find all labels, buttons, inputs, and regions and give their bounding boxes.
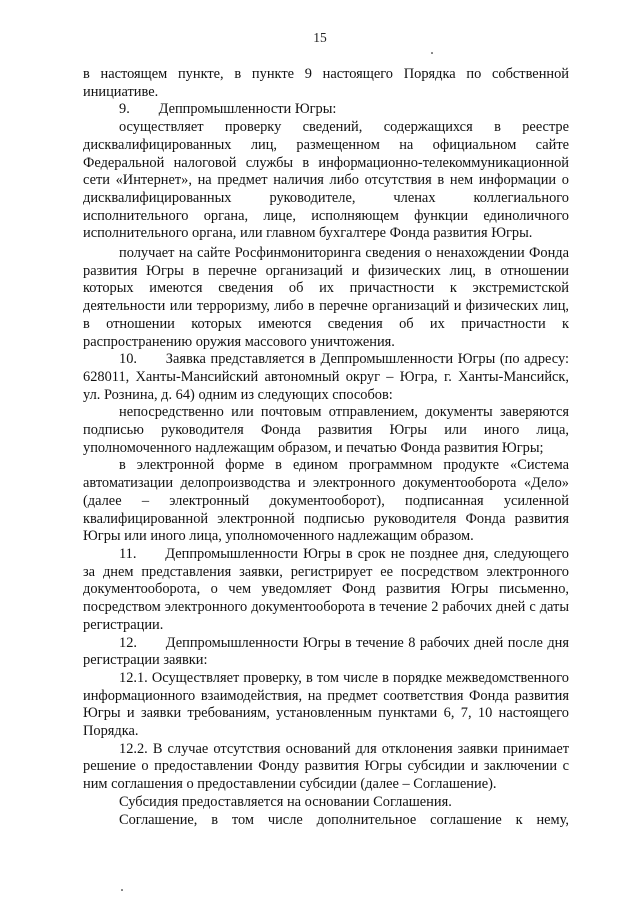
paragraph-item-9-heading: 9. Деппромышленности Югры: bbox=[119, 101, 337, 118]
paragraph-item-12: 12. Деппромышленности Югры в течение 8 рабочих дней после дня регистрации заявки: bbox=[83, 634, 569, 669]
paragraph-postal-submission: непосредственно или почтовым отправлением, документы заверяются подписью руководителя Фонда развития Югры или иного лица, уполномоченного надлежащим образом, и печатью Фонда развития Югры; bbox=[83, 404, 569, 456]
paragraph-item-11: 11. Деппромышленности Югры в срок не позднее дня, следующего за днем представления заявки, регистрирует ее посредством электронного документооборота, о чем уведомляет Фонд развития Югры письменно, посредством электронного документооборота в течение 2 рабочих дней с даты регистрации. bbox=[83, 545, 569, 633]
paragraph-electronic-submission: в электронной форме в едином программном продукте «Система автоматизации делопроизводства и электронного документооборота «Дело» (далее – электронный документооборот), подписанная усиленной квалифицированной электронной подписью руководителя Фонда развития Югры или иного лица, уполномоченного надлежащим образом. bbox=[83, 457, 569, 545]
page-number: 15 bbox=[313, 30, 327, 45]
paragraph-rosfinmonitoring: получает на сайте Росфинмониторинга сведения о ненахождении Фонда развития Югры в перечне организаций и физических лиц, в отношении которых имеются сведения об их причастности к экстремистской деятельности или терроризму, либо в перечне организаций и физических лиц, в отношении которых имеются сведения об их причастности к распространению оружия массового уничтожения. bbox=[83, 245, 569, 350]
paragraph-disqualified-check: осуществляет проверку сведений, содержащихся в реестре дисквалифицированных лиц, размещенном на официальном сайте Федеральной налоговой службы в информационно-телекоммуникационной сети «Интернет», на предмет наличия либо отсутствия в нем информации о дисквалифицированных руководителе, членах коллегиального исполнительного органа, лице, исполняющем функции единоличного исполнительного органа, или главном бухгалтере Фонда развития Югры. bbox=[83, 119, 569, 242]
scan-speck bbox=[431, 52, 433, 54]
scan-speck bbox=[121, 889, 123, 891]
paragraph-item-10: 10. Заявка представляется в Деппромышленности Югры (по адресу: 628011, Ханты-Мансийский автономный округ – Югра, г. Ханты-Мансийск, ул. Рознина, д. 64) одним из следующих способов: bbox=[83, 351, 569, 403]
paragraph-continuation: в настоящем пункте, в пункте 9 настоящего Порядка по собственной инициативе. bbox=[83, 66, 569, 100]
document-body bbox=[83, 66, 569, 829]
paragraph-item-12-1: 12.1. Осуществляет проверку, в том числе в порядке межведомственного информационного взаимодействия, на предмет соответствия Фонда развития Югры и заявки требованиям, установленным пунктами 6, 7, 10 настоящего Порядка. bbox=[83, 669, 569, 740]
paragraph-agreement: Соглашение, в том числе дополнительное соглашение к нему, bbox=[119, 811, 569, 828]
paragraph-item-12-2: 12.2. В случае отсутствия оснований для отклонения заявки принимает решение о предоставлении Фонду развития Югры субсидии и заключении с ним соглашения о предоставлении субсидии (далее – Соглашение). bbox=[83, 740, 569, 793]
paragraph-subsidy-basis: Субсидия предоставляется на основании Соглашения. bbox=[119, 793, 452, 810]
